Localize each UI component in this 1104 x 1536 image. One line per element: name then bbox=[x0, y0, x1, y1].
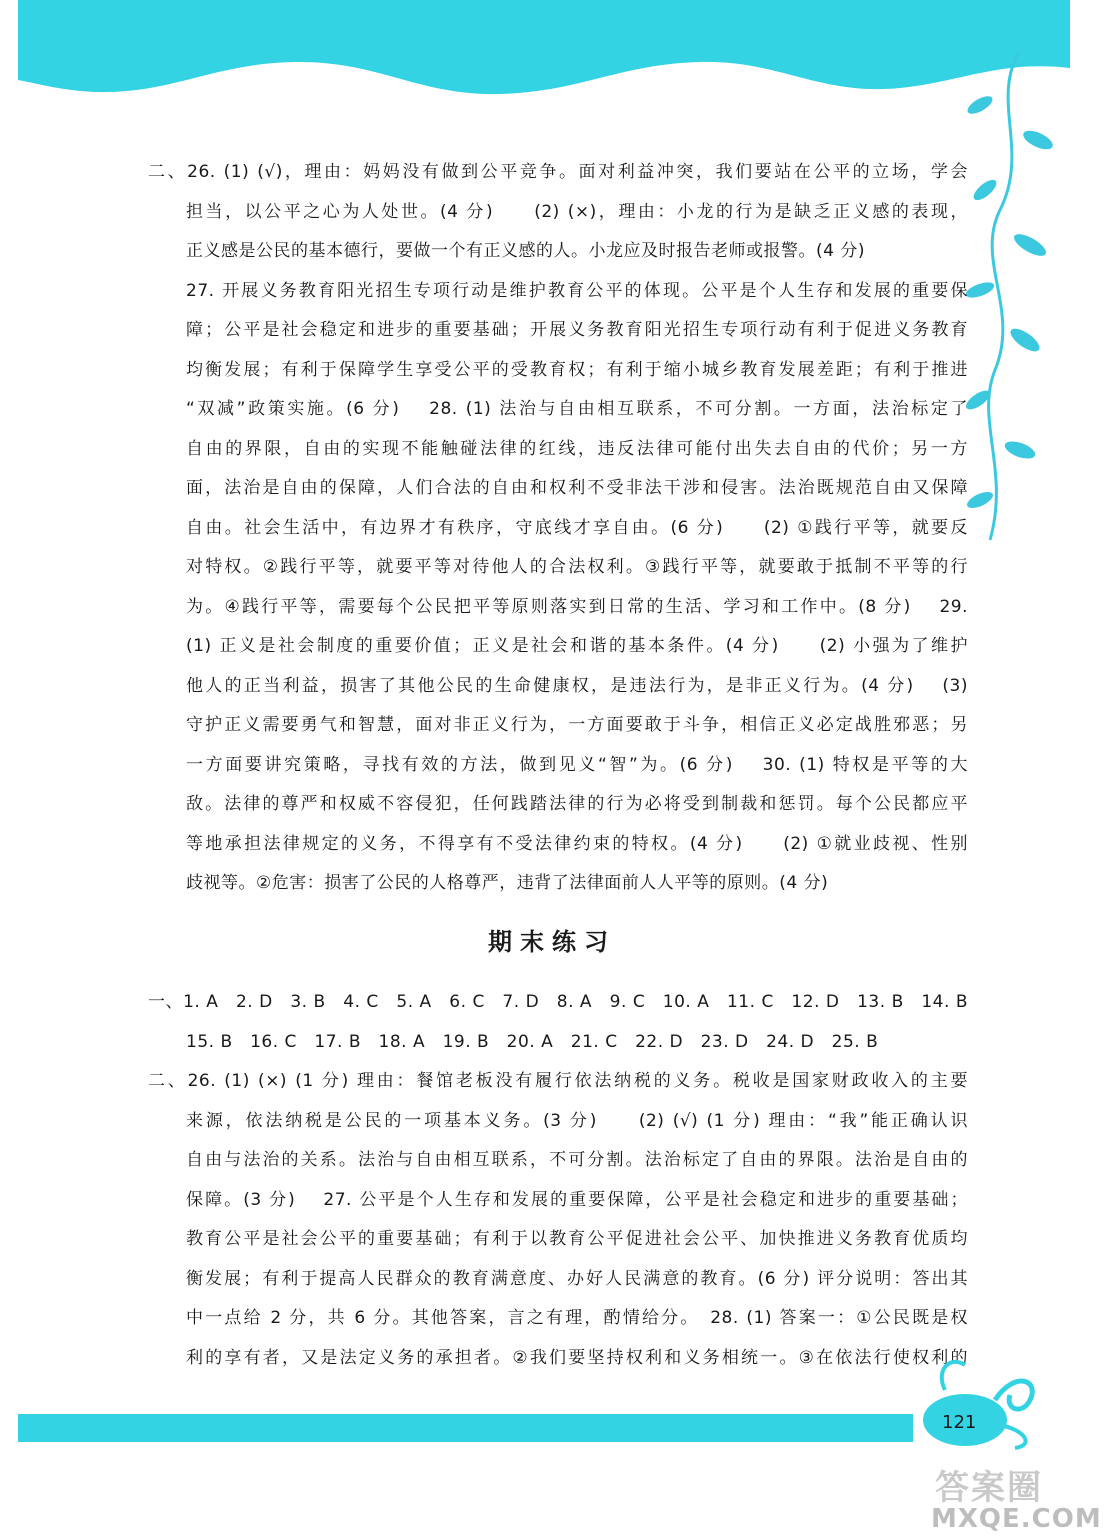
text-line: 自由的界限，自由的实现不能触碰法律的红线，违反法律可能付出失去自由的代价；另一方 bbox=[186, 438, 968, 459]
page-badge-swirl bbox=[905, 1340, 1045, 1450]
text-line: 15. B 16. C 17. B 18. A 19. B 20. A 21. C 22. D 23. D 24. D 25. B bbox=[186, 1031, 879, 1052]
text-line: 保障。(3 分) 27. 公平是个人生存和发展的重要保障，公平是社会稳定和进步的重要基础； bbox=[186, 1189, 968, 1210]
top-wave-banner bbox=[0, 0, 1104, 110]
text-line: 等地承担法律规定的义务，不得享有不受法律约束的特权。(4 分) (2) ①就业歧视、性别 bbox=[186, 833, 968, 854]
text-line: 27. 开展义务教育阳光招生专项行动是维护教育公平的体现。公平是个人生存和发展的重要保 bbox=[186, 280, 968, 301]
text-line: 一、1. A 2. D 3. B 4. C 5. A 6. C 7. D 8. A 9. C 10. A 11. C 12. D 13. B 14. B bbox=[148, 992, 968, 1012]
text-line: 均衡发展；有利于保障学生享受公平的受教育权；有利于缩小城乡教育发展差距；有利于推进 bbox=[186, 359, 968, 380]
watermark-url: MXQE.COM bbox=[931, 1504, 1102, 1534]
text-line: 利的享有者，又是法定义务的承担者。②我们要坚持权利和义务相统一。③在依法行使权利的 bbox=[186, 1347, 968, 1368]
page-number: 121 bbox=[942, 1412, 977, 1433]
text-line: 一方面要讲究策略，寻找有效的方法，做到见义“智”为。(6 分) 30. (1) 特权是平等的大 bbox=[186, 754, 968, 775]
text-line: 二、26. (1) (×) (1 分) 理由：餐馆老板没有履行依法纳税的义务。税收是国家财政收入的主要 bbox=[148, 1071, 968, 1091]
text-line: 敌。法律的尊严和权威不容侵犯，任何践踏法律的行为必将受到制裁和惩罚。每个公民都应平 bbox=[186, 794, 968, 814]
section-title: 期末练习 bbox=[488, 927, 616, 956]
text-line: 歧视等。②危害：损害了公民的人格尊严，违背了法律面前人人平等的原则。(4 分) bbox=[186, 873, 829, 893]
text-line: 障；公平是社会稳定和进步的重要基础；开展义务教育阳光招生专项行动有利于促进义务教育 bbox=[186, 320, 968, 340]
text-line: 自由。社会生活中，有边界才有秩序，守底线才享自由。(6 分) (2) ①践行平等，就要反 bbox=[186, 517, 968, 538]
text-line: 自由与法治的关系。法治与自由相互联系，不可分割。法治标定了自由的界限。法治是自由的 bbox=[186, 1150, 968, 1170]
section-2-answers bbox=[148, 983, 968, 1378]
text-line: 来源，依法纳税是公民的一项基本义务。(3 分) (2) (√) (1 分) 理由：“我”能正确认识 bbox=[186, 1110, 968, 1131]
text-line: 面，法治是自由的保障，人们合法的自由和权利不受非法干涉和侵害。法治既规范自由又保障 bbox=[186, 478, 968, 498]
footer-bar bbox=[18, 1414, 913, 1442]
vine-decoration bbox=[950, 40, 1070, 560]
text-line: 中一点给 2 分，共 6 分。其他答案，言之有理，酌情给分。 28. (1) 答案一：①公民既是权 bbox=[186, 1308, 968, 1328]
text-line: 担当，以公平之心为人处世。(4 分) (2) (×)，理由：小龙的行为是缺乏正义感的表现， bbox=[186, 201, 968, 222]
text-line: 为。④践行平等，需要每个公民把平等原则落实到日常的生活、学习和工作中。(8 分) 29. bbox=[186, 596, 968, 617]
text-line: (1) 正义是社会制度的重要价值；正义是社会和谐的基本条件。(4 分) (2) 小强为了维护 bbox=[186, 636, 968, 656]
text-line: 二、26. (1) (√)，理由：妈妈没有做到公平竞争。面对利益冲突，我们要站在公平的立场，学会 bbox=[148, 162, 968, 182]
text-line: 守护正义需要勇气和智慧，面对非正义行为，一方面要敢于斗争，相信正义必定战胜邪恶；另 bbox=[186, 715, 968, 735]
text-line: “双减”政策实施。(6 分) 28. (1) 法治与自由相互联系，不可分割。一方面，法治标定了 bbox=[186, 399, 968, 419]
watermark-text: 答案圈 bbox=[935, 1468, 1043, 1508]
text-line: 教育公平是社会公平的重要基础；有利于以教育公平促进社会公平、加快推进义务教育优质均 bbox=[186, 1229, 968, 1249]
watermark bbox=[925, 1460, 1102, 1536]
text-line: 对特权。②践行平等，就要平等对待他人的合法权利。③践行平等，就要敢于抵制不平等的行 bbox=[186, 557, 968, 577]
text-line: 他人的正当利益，损害了其他公民的生命健康权，是违法行为，是非正义行为。(4 分) (3) bbox=[186, 675, 968, 696]
text-line: 衡发展；有利于提高人民群众的教育满意度、办好人民满意的教育。(6 分) 评分说明：答出其 bbox=[186, 1268, 968, 1289]
text-line: 正义感是公民的基本德行，要做一个有正义感的人。小龙应及时报告老师或报警。(4 分) bbox=[186, 241, 865, 261]
section-1-answers bbox=[148, 153, 968, 904]
